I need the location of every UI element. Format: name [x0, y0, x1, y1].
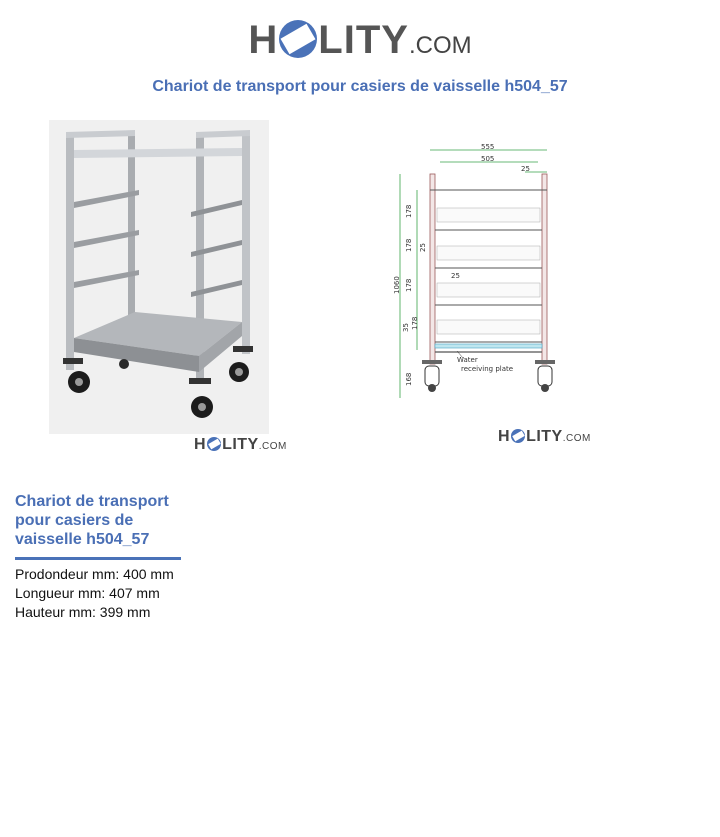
dim-width-inner: 505: [481, 155, 495, 163]
site-logo[interactable]: [0, 14, 720, 72]
trolley-photo-illustration: [49, 120, 269, 434]
dim-width-outer: 555: [481, 143, 495, 151]
watermark-domain: .COM: [258, 441, 287, 452]
watermark-prefix: H: [194, 436, 207, 453]
watermark-suffix: LITY: [222, 436, 259, 453]
dim-plate-gap: 35: [402, 323, 410, 332]
dim-basket-2: 178: [405, 238, 413, 252]
dim-basket-3: 178: [405, 278, 413, 292]
dim-gap-2: 25: [451, 272, 460, 280]
dim-basket-4: 178: [411, 316, 419, 330]
dim-basket-1: 178: [405, 204, 413, 218]
product-photo: [49, 120, 269, 434]
dim-caster-height: 168: [405, 372, 413, 386]
watermark2-suffix: LITY: [526, 428, 563, 445]
annotation-receiving-plate: receiving plate: [461, 365, 514, 373]
technical-drawing: [395, 140, 565, 400]
watermark2-domain: .COM: [562, 433, 591, 444]
watermark2-prefix: H: [498, 428, 511, 445]
watermark-o-icon: [207, 437, 221, 451]
logo-o-icon: [279, 20, 317, 58]
dim-total-height: 1060: [393, 276, 401, 294]
product-title: Chariot de transport pour casiers de vaisselle h504_57: [15, 492, 181, 560]
annotation-water: Water: [457, 356, 478, 364]
product-specs: [15, 565, 174, 622]
logo-text-suffix: LITY: [318, 18, 409, 62]
watermark2-o-icon: [511, 429, 525, 443]
page-title: Chariot de transport pour casiers de vaisselle h504_57: [152, 78, 568, 95]
spec-depth: Prodondeur mm: 400 mm: [15, 566, 174, 582]
logo-text-prefix: H: [248, 18, 279, 62]
spec-length: Longueur mm: 407 mm: [15, 585, 160, 601]
dimension-drawing-svg: [395, 140, 565, 400]
dim-top-offset: 25: [521, 165, 530, 173]
photo-watermark-logo: [194, 436, 287, 454]
spec-height: Hauteur mm: 399 mm: [15, 604, 151, 620]
logo-domain: .COM: [408, 32, 472, 59]
dim-gap-1: 25: [419, 243, 427, 252]
drawing-watermark-logo: [498, 428, 591, 446]
